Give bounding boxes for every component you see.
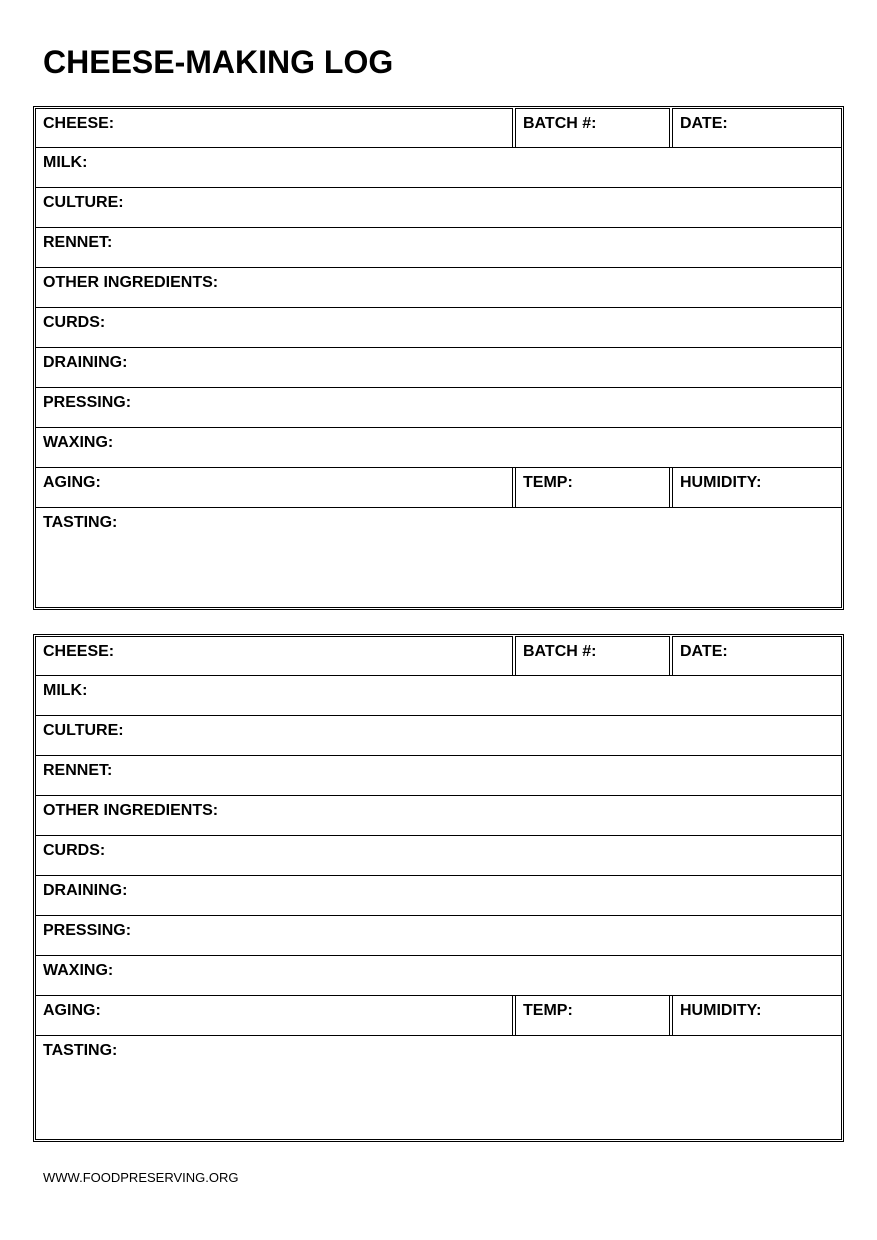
rennet-field[interactable]: RENNET: <box>35 755 842 796</box>
draining-field[interactable]: DRAINING: <box>35 347 842 388</box>
waxing-row <box>35 428 842 468</box>
aging-row <box>35 996 842 1036</box>
curds-field[interactable]: CURDS: <box>35 307 842 348</box>
footer-website: WWW.FOODPRESERVING.ORG <box>43 1170 239 1185</box>
culture-row <box>35 716 842 756</box>
rennet-field[interactable]: RENNET: <box>35 227 842 268</box>
milk-field[interactable]: MILK: <box>35 675 842 716</box>
culture-field[interactable]: CULTURE: <box>35 715 842 756</box>
tasting-field[interactable]: TASTING: <box>35 507 842 608</box>
other-ingredients-field[interactable]: OTHER INGREDIENTS: <box>35 795 842 836</box>
waxing-field[interactable]: WAXING: <box>35 955 842 996</box>
cheese-row <box>35 108 842 148</box>
milk-row <box>35 148 842 188</box>
cheese-field[interactable]: CHEESE: <box>35 636 513 676</box>
tasting-row <box>35 1036 842 1140</box>
tasting-field[interactable]: TASTING: <box>35 1035 842 1140</box>
aging-row <box>35 468 842 508</box>
temp-field[interactable]: TEMP: <box>515 467 670 508</box>
humidity-field[interactable]: HUMIDITY: <box>672 995 842 1036</box>
draining-row <box>35 876 842 916</box>
draining-field[interactable]: DRAINING: <box>35 875 842 916</box>
pressing-row <box>35 388 842 428</box>
cheese-log-form-1 <box>33 106 844 610</box>
humidity-field[interactable]: HUMIDITY: <box>672 467 842 508</box>
milk-field[interactable]: MILK: <box>35 147 842 188</box>
pressing-row <box>35 916 842 956</box>
other-ingredients-field[interactable]: OTHER INGREDIENTS: <box>35 267 842 308</box>
aging-field[interactable]: AGING: <box>35 995 513 1036</box>
cheese-field[interactable]: CHEESE: <box>35 108 513 148</box>
tasting-row <box>35 508 842 608</box>
waxing-field[interactable]: WAXING: <box>35 427 842 468</box>
culture-field[interactable]: CULTURE: <box>35 187 842 228</box>
temp-field[interactable]: TEMP: <box>515 995 670 1036</box>
date-field[interactable]: DATE: <box>672 636 842 676</box>
culture-row <box>35 188 842 228</box>
other-ingredients-row <box>35 796 842 836</box>
batch-field[interactable]: BATCH #: <box>515 636 670 676</box>
pressing-field[interactable]: PRESSING: <box>35 915 842 956</box>
rennet-row <box>35 756 842 796</box>
date-field[interactable]: DATE: <box>672 108 842 148</box>
curds-row <box>35 308 842 348</box>
curds-field[interactable]: CURDS: <box>35 835 842 876</box>
cheese-log-form-2 <box>33 634 844 1142</box>
rennet-row <box>35 228 842 268</box>
aging-field[interactable]: AGING: <box>35 467 513 508</box>
other-ingredients-row <box>35 268 842 308</box>
cheese-row <box>35 636 842 676</box>
curds-row <box>35 836 842 876</box>
draining-row <box>35 348 842 388</box>
waxing-row <box>35 956 842 996</box>
milk-row <box>35 676 842 716</box>
page-title: CHEESE-MAKING LOG <box>43 44 394 80</box>
pressing-field[interactable]: PRESSING: <box>35 387 842 428</box>
batch-field[interactable]: BATCH #: <box>515 108 670 148</box>
